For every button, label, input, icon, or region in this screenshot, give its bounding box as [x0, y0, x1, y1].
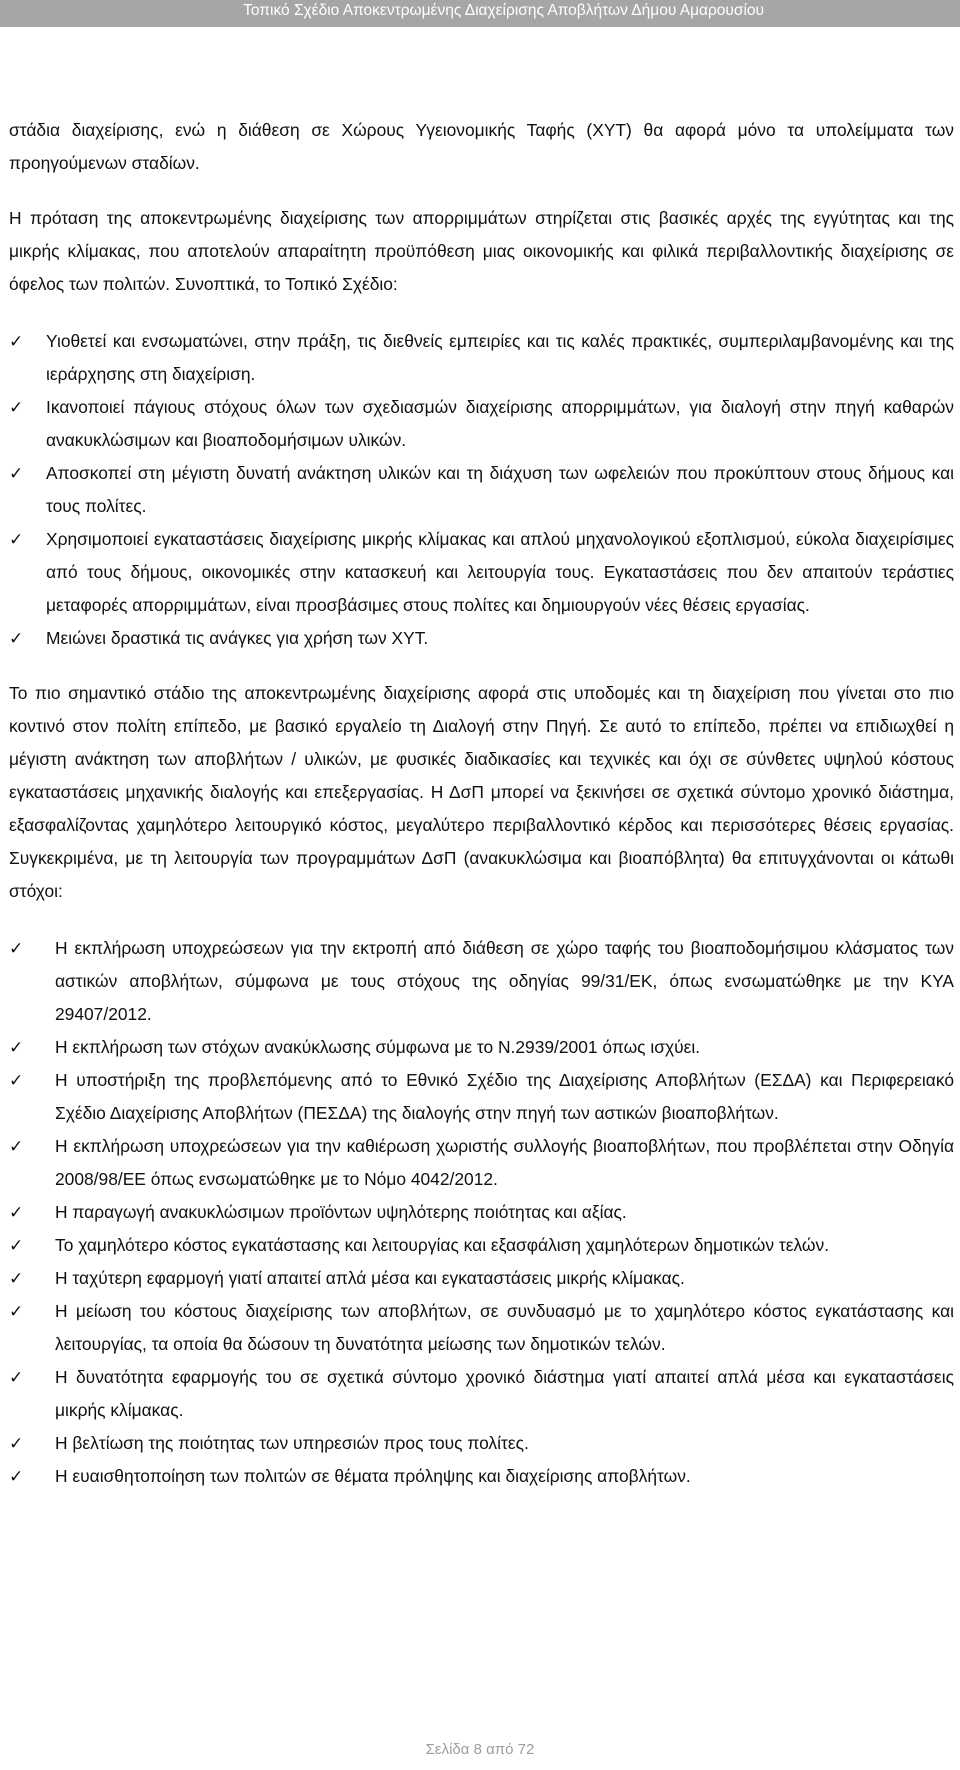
list-item	[9, 932, 954, 1031]
checkmark-icon: ✓	[9, 1467, 24, 1486]
list-item	[9, 391, 954, 457]
list-item-text: Ικανοποιεί πάγιους στόχους όλων των σχεδιασμών διαχείρισης απορριμμάτων, για διαλογή στην πηγή καθαρών ανακυκλώσιμων και βιοαποδομήσιμων υλικών.	[46, 397, 954, 450]
list-item	[9, 1196, 954, 1229]
list-item	[9, 1262, 954, 1295]
header-title: Τοπικό Σχέδιο Αποκεντρωμένης Διαχείρισης Αποβλήτων Δήμου Αμαρουσίου	[243, 2, 764, 19]
checkmark-icon: ✓	[9, 1137, 24, 1156]
goals-list	[9, 932, 954, 1493]
list-item	[9, 325, 954, 391]
list-item-text: Η εκπλήρωση υποχρεώσεων για την καθιέρωση χωριστής συλλογής βιοαποβλήτων, που προβλέπεται στην Οδηγία 2008/98/ΕΕ όπως ενσωματώθηκε με το Νόμο 4042/2012.	[55, 1136, 954, 1189]
list-item	[9, 523, 954, 622]
checkmark-icon: ✓	[9, 332, 24, 351]
list-item-text: Η υποστήριξη της προβλεπόμενης από το Εθνικό Σχέδιο της Διαχείρισης Αποβλήτων (ΕΣΔΑ) και Περιφερειακό Σχέδιο Διαχείρισης Αποβλήτων (ΠΕΣΔΑ) της διαλογής στην πηγή των αστικών βιοαποβλήτων.	[55, 1070, 954, 1123]
checkmark-icon: ✓	[9, 1236, 24, 1255]
page-footer	[0, 1741, 960, 1758]
list-item-text: Η παραγωγή ανακυκλώσιμων προϊόντων υψηλότερης ποιότητας και αξίας.	[55, 1202, 627, 1222]
list-item-text: Η ταχύτερη εφαρμογή γιατί απαιτεί απλά μέσα και εγκαταστάσεις μικρής κλίμακας.	[55, 1268, 685, 1288]
list-item-text: Η μείωση του κόστους διαχείρισης των αποβλήτων, σε συνδυασμό με το χαμηλότερο κόστος εγκατάστασης και λειτουργίας, τα οποία θα δώσουν τη δυνατότητα μείωσης των δημοτικών τελών.	[55, 1301, 954, 1354]
checkmark-icon: ✓	[9, 1368, 24, 1387]
paragraph-intro: στάδια διαχείρισης, ενώ η διάθεση σε Χώρους Υγειονομικής Ταφής (ΧΥΤ) θα αφορά μόνο τα υπολείμματα των προηγούμενων σταδίων.	[9, 120, 954, 173]
list-item-text: Η εκπλήρωση υποχρεώσεων για την εκτροπή από διάθεση σε χώρο ταφής του βιοαποδομήσιμου κλάσματος των αστικών αποβλήτων, σύμφωνα με τους στόχους της οδηγίας 99/31/ΕΚ, όπως ενσωματώθηκε με την ΚΥΑ 29407/2012.	[55, 938, 954, 1024]
list-item-text: Μειώνει δραστικά τις ανάγκες για χρήση των ΧΥΤ.	[46, 628, 429, 648]
checkmark-icon: ✓	[9, 1071, 24, 1090]
document-body	[9, 114, 954, 1493]
checkmark-icon: ✓	[9, 1302, 24, 1321]
checkmark-icon: ✓	[9, 1038, 24, 1057]
list-item	[9, 1460, 954, 1493]
checkmark-icon: ✓	[9, 1434, 24, 1453]
list-item-text: Η ευαισθητοποίηση των πολιτών σε θέματα πρόληψης και διαχείρισης αποβλήτων.	[55, 1466, 691, 1486]
list-item	[9, 1229, 954, 1262]
list-item	[9, 1130, 954, 1196]
list-item-text: Η εκπλήρωση των στόχων ανακύκλωσης σύμφωνα με το Ν.2939/2001 όπως ισχύει.	[55, 1037, 701, 1057]
list-item-text: Το χαμηλότερο κόστος εγκατάστασης και λειτουργίας και εξασφάλιση χαμηλότερων δημοτικών τελών.	[55, 1235, 830, 1255]
list-item-text: Αποσκοπεί στη μέγιστη δυνατή ανάκτηση υλικών και τη διάχυση των ωφελειών που προκύπτουν στους δήμους και τους πολίτες.	[46, 463, 954, 516]
list-item	[9, 1295, 954, 1361]
checkmark-icon: ✓	[9, 1203, 24, 1222]
checkmark-icon: ✓	[9, 629, 24, 648]
list-item	[9, 622, 954, 655]
list-item-text: Υιοθετεί και ενσωματώνει, στην πράξη, τις διεθνείς εμπειρίες και τις καλές πρακτικές, συμπεριλαμβανομένης και της ιεράρχησης στη διαχείριση.	[46, 331, 954, 384]
checkmark-icon: ✓	[9, 939, 24, 958]
list-item	[9, 1361, 954, 1427]
page-header	[0, 0, 960, 27]
checkmark-icon: ✓	[9, 1269, 24, 1288]
list-item	[9, 1031, 954, 1064]
list-item-text: Χρησιμοποιεί εγκαταστάσεις διαχείρισης μικρής κλίμακας και απλού μηχανολογικού εξοπλισμού, εύκολα διαχειρίσιμες από τους δήμους, οικονομικές στην κατασκευή και λειτουργία τους. Εγκαταστάσεις που δεν απαιτούν τεράστιες μεταφορές απορριμμάτων, είναι προσβάσιμες στους πολίτες και δημιουργούν νέες θέσεις εργασίας.	[46, 529, 954, 615]
paragraph-source-separation: Το πιο σημαντικό στάδιο της αποκεντρωμένης διαχείρισης αφορά στις υποδομές και τη διαχείριση που γίνεται στο πιο κοντινό στον πολίτη επίπεδο, με βασικό εργαλείο τη Διαλογή στην Πηγή. Σε αυτό το επίπεδο, πρέπει να επιδιωχθεί η μέγιστη ανάκτηση των αποβλήτων / υλικών, με φυσικές διαδικασίες και τεχνικές και όχι σε σύνθετες υψηλού κόστους εγκαταστάσεις μηχανικής διαλογής και επεξεργασίας. Η ΔσΠ μπορεί να ξεκινήσει σε σχετικά σύντομο χρονικό διάστημα, εξασφαλίζοντας χαμηλότερο λειτουργικό κόστος, μεγαλύτερο περιβαλλοντικό κέρδος και περισσότερες θέσεις εργασίας. Συγκεκριμένα, με τη λειτουργία των προγραμμάτων ΔσΠ (ανακυκλώσιμα και βιοαπόβλητα) θα επιτυγχάνονται οι κάτωθι στόχοι:	[9, 683, 954, 901]
list-item	[9, 457, 954, 523]
checkmark-icon: ✓	[9, 398, 24, 417]
list-item	[9, 1064, 954, 1130]
page-number: Σελίδα 8 από 72	[425, 1741, 535, 1758]
list-item	[9, 1427, 954, 1460]
plan-features-list	[9, 325, 954, 655]
paragraph-proposal: Η πρόταση της αποκεντρωμένης διαχείρισης των απορριμμάτων στηρίζεται στις βασικές αρχές της εγγύτητας και της μικρής κλίμακας, που αποτελούν απαραίτητη προϋπόθεση μιας οικονομικής και φιλικά περιβαλλοντικής διαχείρισης σε όφελος των πολιτών. Συνοπτικά, το Τοπικό Σχέδιο:	[9, 208, 954, 294]
checkmark-icon: ✓	[9, 530, 24, 549]
list-item-text: Η δυνατότητα εφαρμογής του σε σχετικά σύντομο χρονικό διάστημα γιατί απαιτεί απλά μέσα και εγκαταστάσεις μικρής κλίμακας.	[55, 1367, 954, 1420]
list-item-text: Η βελτίωση της ποιότητας των υπηρεσιών προς τους πολίτες.	[55, 1433, 529, 1453]
checkmark-icon: ✓	[9, 464, 24, 483]
